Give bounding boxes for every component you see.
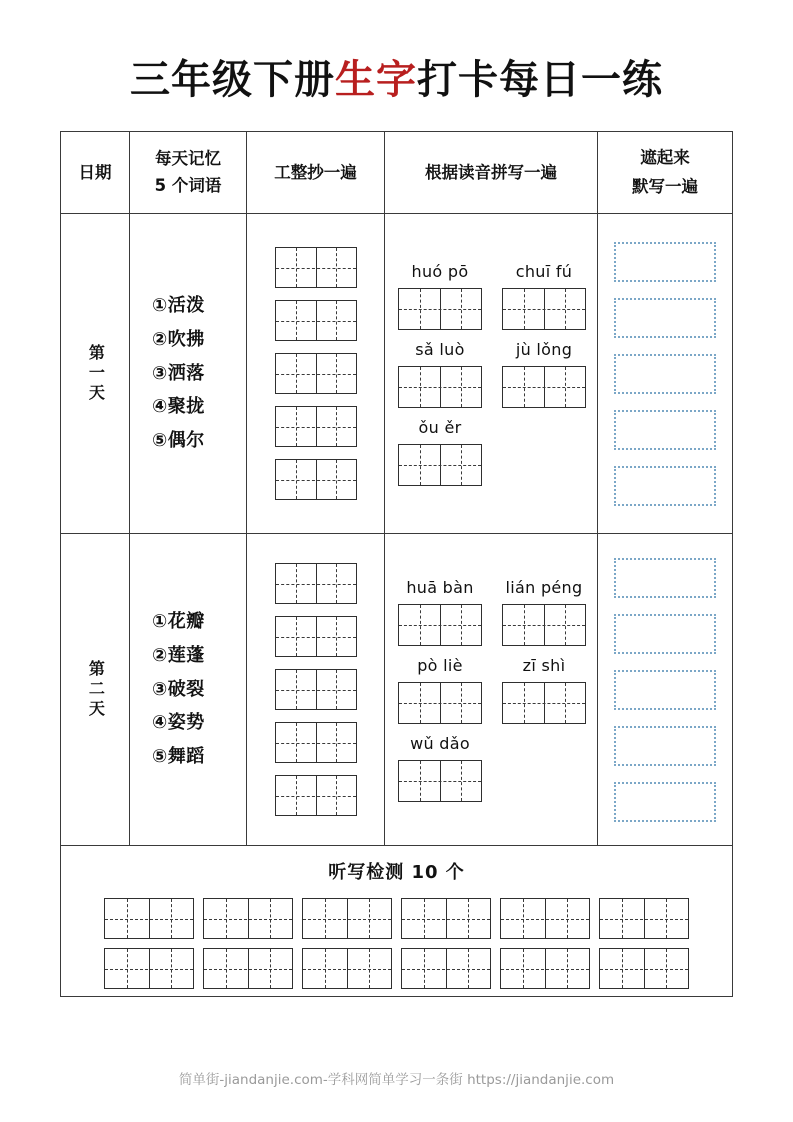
page-title-part2: 打卡每日一练 (417, 57, 663, 103)
header-label-memorize-line2: 5 个词语 (154, 175, 222, 195)
writing-grid-box[interactable] (302, 898, 392, 939)
list-item: ②吹拂 (152, 328, 205, 350)
header-label-copy: 工整抄一遍 (274, 162, 357, 182)
header-cell-hide (597, 132, 732, 213)
table-row-day-2 (61, 534, 732, 846)
list-item: ①花瓣 (152, 611, 205, 632)
pinyin-pair-row (397, 340, 587, 408)
list-item: ①活泼 (152, 295, 205, 316)
day-1-word-list (129, 214, 246, 533)
table-header-row (61, 132, 732, 214)
dictation-grid-rows (104, 898, 689, 989)
writing-grid-box[interactable] (275, 406, 357, 447)
dictation-dotted-box[interactable] (614, 558, 716, 598)
dictation-dotted-box[interactable] (614, 298, 716, 338)
writing-grid-box[interactable] (398, 366, 482, 408)
writing-grid-box[interactable] (275, 669, 357, 710)
page-title-highlight: 生字 (335, 57, 417, 103)
dictation-dotted-box[interactable] (614, 782, 716, 822)
writing-grid-box[interactable] (275, 775, 357, 816)
writing-grid-box[interactable] (275, 563, 357, 604)
pinyin-text: huā bàn (406, 577, 474, 597)
writing-grid-box[interactable] (302, 948, 392, 989)
header-label-hide-line1: 遮起来 (640, 148, 690, 168)
writing-grid-box[interactable] (398, 444, 482, 486)
dictation-dotted-box[interactable] (614, 466, 716, 506)
dictation-dotted-box[interactable] (614, 726, 716, 766)
day-2-label: 第二天 (86, 659, 106, 720)
dictation-section (61, 846, 732, 996)
header-cell-memorize (129, 132, 246, 213)
header-cell-pinyin (384, 132, 597, 213)
writing-grid-box[interactable] (398, 604, 482, 646)
table-row-day-1 (61, 214, 732, 534)
writing-grid-box[interactable] (104, 948, 194, 989)
pinyin-text: wǔ dǎo (410, 733, 470, 753)
writing-grid-box[interactable] (203, 898, 293, 939)
pinyin-text: huó pō (411, 261, 469, 281)
writing-grid-box[interactable] (502, 366, 586, 408)
day-1-label: 第一天 (86, 343, 106, 404)
list-item: ⑤舞蹈 (152, 746, 205, 768)
writing-grid-box[interactable] (502, 682, 586, 724)
writing-grid-box[interactable] (398, 760, 482, 802)
writing-grid-box[interactable] (500, 898, 590, 939)
page-title-part1: 三年级下册 (130, 57, 335, 103)
dictation-dotted-box[interactable] (614, 614, 716, 654)
writing-grid-box[interactable] (502, 288, 586, 330)
list-item: ④聚拢 (152, 396, 205, 418)
writing-grid-box[interactable] (401, 898, 491, 939)
pinyin-entry (501, 578, 587, 646)
header-cell-copy (246, 132, 384, 213)
day-2-copy-grids (246, 534, 384, 845)
day-1-pinyin-grids (384, 214, 597, 533)
pinyin-entry-placeholder (501, 418, 587, 486)
writing-grid-box[interactable] (275, 722, 357, 763)
pinyin-text: zī shì (522, 655, 566, 675)
list-item: ③洒落 (152, 362, 205, 384)
page-title (0, 58, 793, 102)
list-item: ③破裂 (152, 678, 205, 700)
header-cell-date (61, 132, 129, 213)
writing-grid-box[interactable] (275, 300, 357, 341)
dictation-dotted-box[interactable] (614, 242, 716, 282)
dictation-dotted-box[interactable] (614, 410, 716, 450)
writing-grid-box[interactable] (275, 459, 357, 500)
day-2-pinyin-grids (384, 534, 597, 845)
writing-grid-box[interactable] (398, 682, 482, 724)
pinyin-entry (397, 340, 483, 408)
pinyin-entry (501, 340, 587, 408)
writing-grid-box[interactable] (275, 247, 357, 288)
pinyin-text: chuī fú (515, 261, 573, 281)
day-1-hide-boxes (597, 214, 732, 533)
pinyin-text: sǎ luò (415, 339, 465, 359)
pinyin-text: pò liè (417, 655, 463, 675)
pinyin-entry (501, 262, 587, 330)
day-2-label-cell (61, 534, 129, 845)
writing-grid-box[interactable] (599, 898, 689, 939)
pinyin-text: lián péng (505, 577, 583, 597)
writing-grid-box[interactable] (275, 616, 357, 657)
day-2-word-list (129, 534, 246, 845)
worksheet-table (60, 131, 733, 997)
pinyin-pair-row (397, 578, 587, 646)
footer-watermark: 简单街-jiandanjie.com-学科网简单学习一条街 https://jiandanjie.com (178, 1072, 615, 1088)
header-label-pinyin: 根据读音拼写一遍 (425, 162, 557, 182)
day-1-copy-grids (246, 214, 384, 533)
header-label-hide-line2: 默写一遍 (632, 176, 698, 196)
pinyin-pair-row (397, 418, 587, 486)
dictation-dotted-box[interactable] (614, 670, 716, 710)
pinyin-pair-row (397, 656, 587, 724)
writing-grid-box[interactable] (398, 288, 482, 330)
pinyin-entry (397, 262, 483, 330)
pinyin-entry (397, 656, 483, 724)
pinyin-entry-placeholder (501, 734, 587, 802)
writing-grid-box[interactable] (401, 948, 491, 989)
pinyin-pair-row (397, 262, 587, 330)
pinyin-entry (397, 734, 483, 802)
writing-grid-box[interactable] (203, 948, 293, 989)
header-label-memorize-line1: 每天记忆 (154, 149, 221, 169)
pinyin-entry (501, 656, 587, 724)
list-item: ④姿势 (152, 712, 205, 734)
list-item: ②莲蓬 (152, 644, 205, 666)
writing-grid-box[interactable] (500, 948, 590, 989)
writing-grid-box[interactable] (275, 353, 357, 394)
pinyin-text: ǒu ěr (418, 417, 462, 437)
pinyin-text: jù lǒng (515, 339, 573, 359)
day-1-label-cell (61, 214, 129, 533)
pinyin-entry (397, 578, 483, 646)
writing-grid-box[interactable] (502, 604, 586, 646)
writing-grid-box[interactable] (599, 948, 689, 989)
pinyin-pair-row (397, 734, 587, 802)
pinyin-entry (397, 418, 483, 486)
dictation-title: 听写检测 10 个 (328, 862, 465, 883)
header-label-date: 日期 (78, 162, 112, 182)
list-item: ⑤偶尔 (152, 430, 205, 452)
dictation-grid-row (104, 898, 689, 939)
writing-grid-box[interactable] (104, 898, 194, 939)
dictation-dotted-box[interactable] (614, 354, 716, 394)
dictation-grid-row (104, 948, 689, 989)
day-2-hide-boxes (597, 534, 732, 845)
